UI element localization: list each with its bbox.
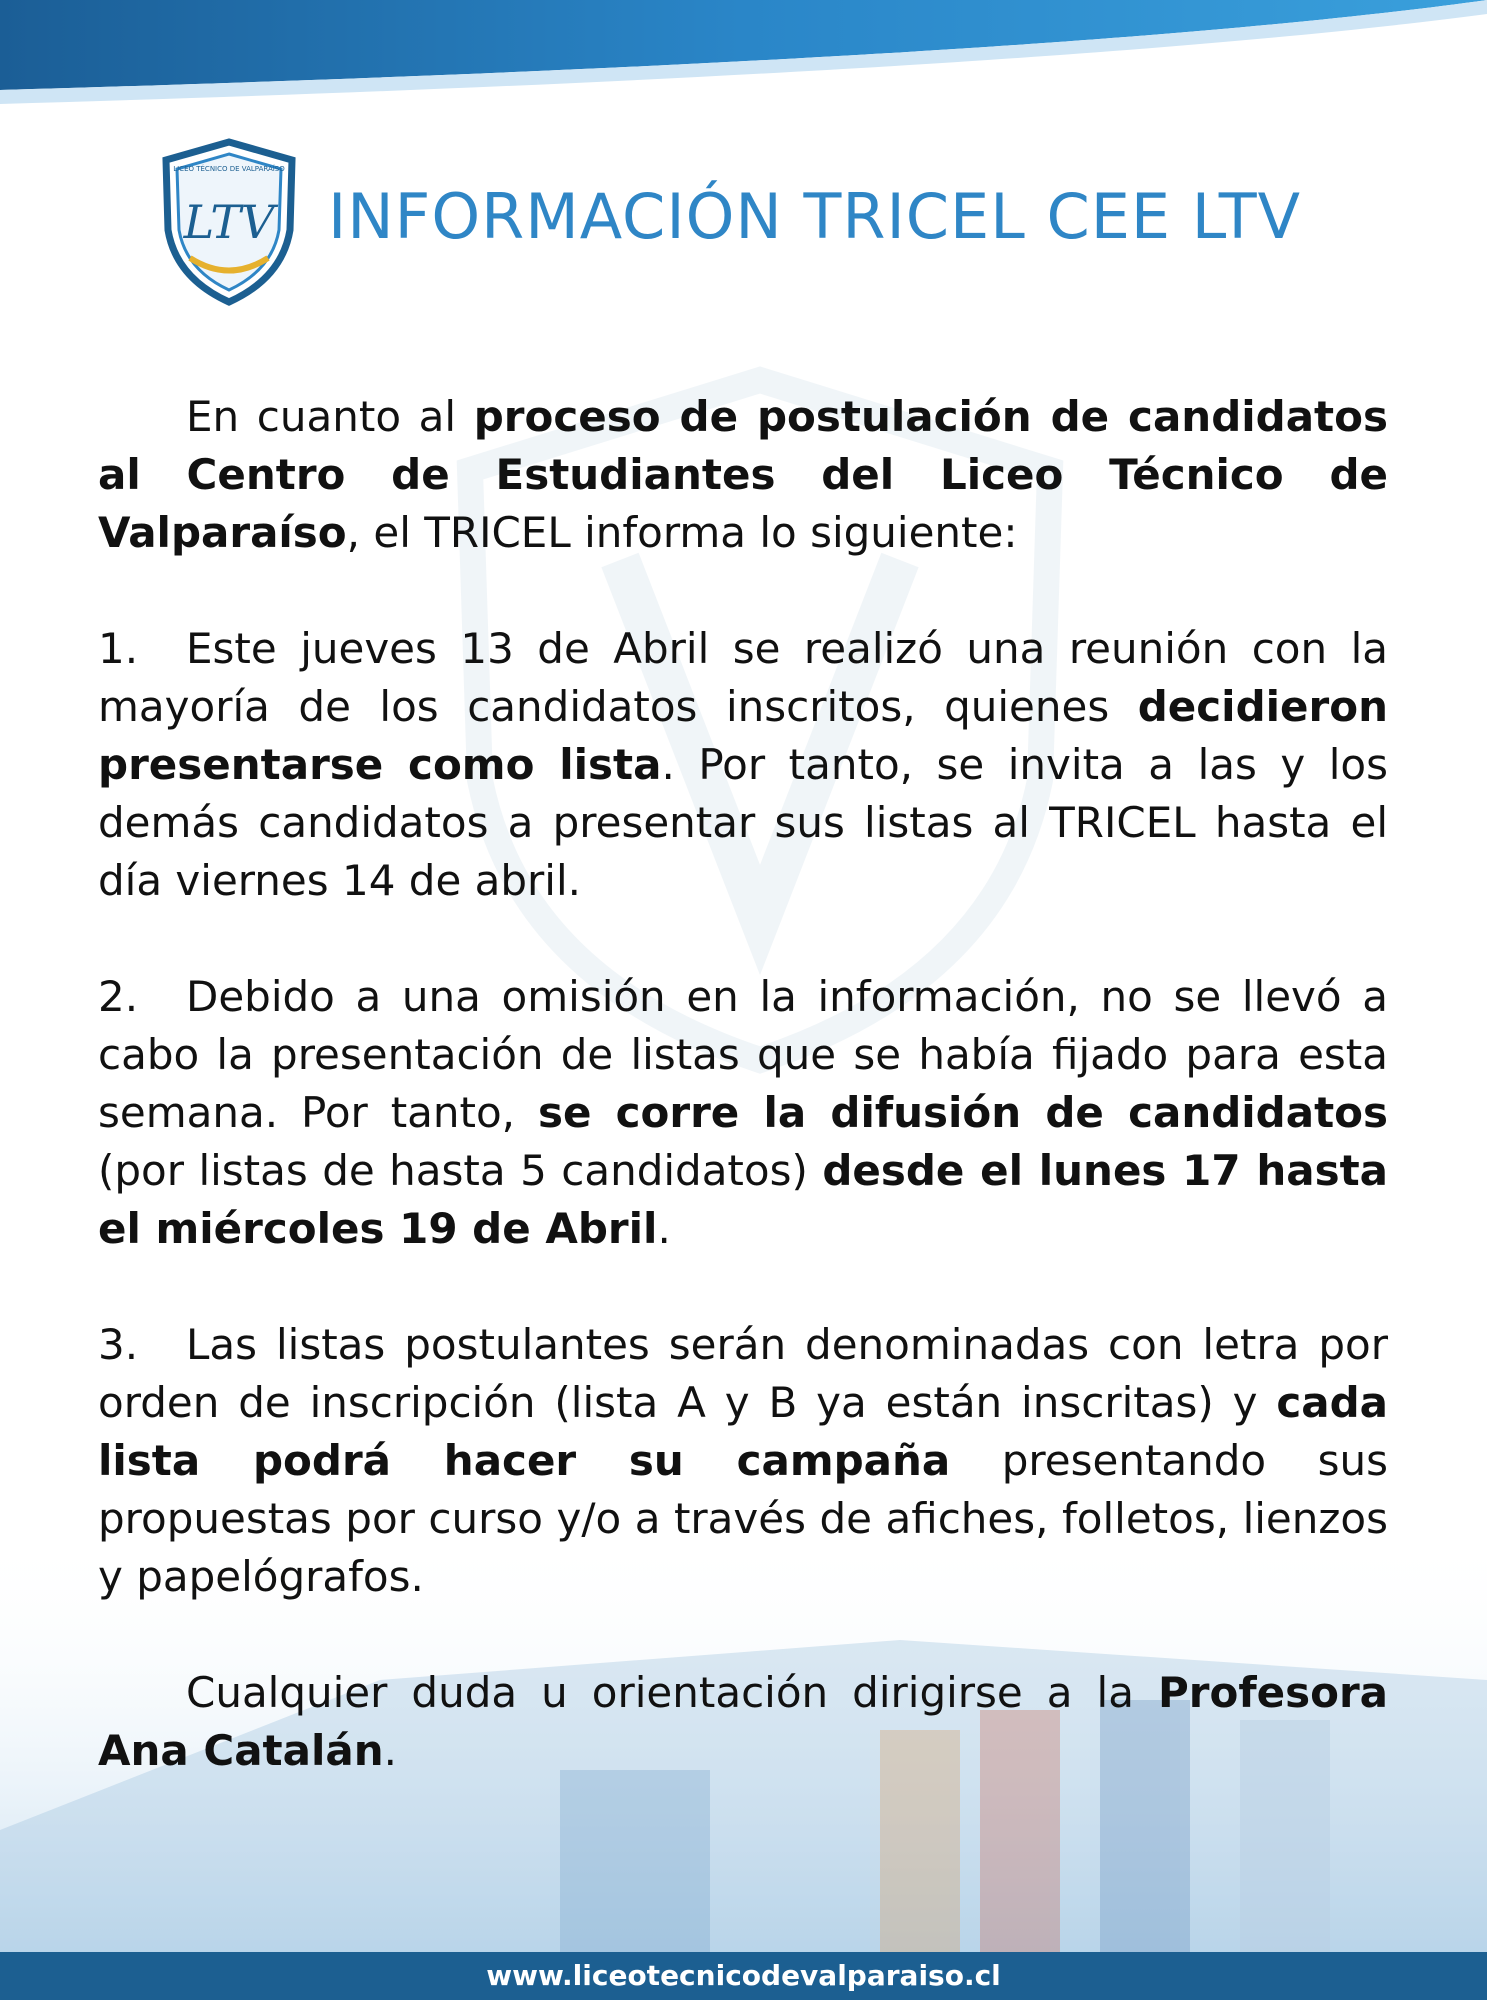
item-number: 2. (98, 972, 139, 1021)
page-title: INFORMACIÓN TRICEL CEE LTV (328, 180, 1302, 253)
svg-text:LTV: LTV (183, 195, 275, 249)
school-crest-logo (160, 138, 298, 306)
intro-paragraph: En cuanto al proceso de postulación de candidatos al Centro de Estudiantes del Liceo Técnico de Valparaíso, el TRICEL informa lo siguiente: (98, 392, 1388, 557)
website-link[interactable]: www.liceotecnicodevalparaiso.cl (486, 1959, 1001, 1992)
item-number: 1. (98, 624, 139, 673)
logo-text: LICEO TÉCNICO DE VALPARAÍSO (173, 165, 285, 173)
document-body (98, 388, 1388, 1780)
item-1: 1. Este jueves 13 de Abril se realizó una reunión con la mayoría de los candidatos inscritos, quienes decidieron presentarse como lista. Por tanto, se invita a las y los demás candidatos a presentar sus listas al TRICEL hasta el día viernes 14 de abril. (98, 620, 1388, 910)
item-3: 3. Las listas postulantes serán denominadas con letra por orden de inscripción (lista A y B ya están inscritas) y cada lista podrá hacer su campaña presentando sus propuestas por curso y/o a través de afiches, folletos, lienzos y papelógrafos. (98, 1316, 1388, 1606)
footer-bar (0, 1952, 1487, 2000)
item-2: 2. Debido a una omisión en la información, no se llevó a cabo la presentación de listas que se había fijado para esta semana. Por tanto, se corre la difusión de candidatos (por listas de hasta 5 candidatos) desde el lunes 17 hasta el miércoles 19 de Abril. (98, 968, 1388, 1258)
top-wave-banner (0, 0, 1487, 115)
item-number: 3. (98, 1320, 139, 1369)
closing-paragraph: Cualquier duda u orientación dirigirse a la Profesora Ana Catalán. (98, 1668, 1388, 1775)
